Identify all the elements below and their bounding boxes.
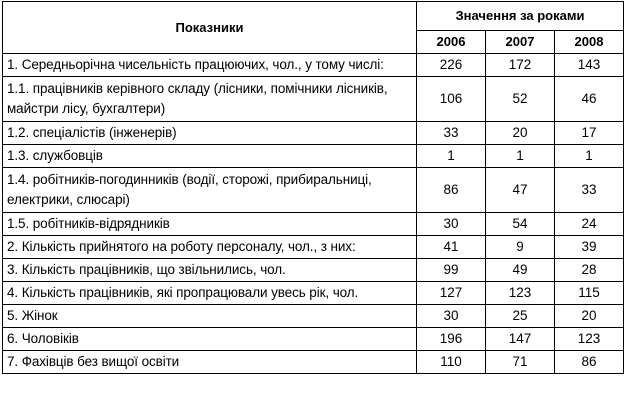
value-cell-2008: 24 [555, 213, 624, 236]
value-cell-2006: 127 [417, 282, 486, 305]
value-cell-2006: 99 [417, 259, 486, 282]
indicator-label: 1.5. робітників-відрядників [3, 213, 417, 236]
table-row [3, 351, 624, 374]
indicator-label: 6. Чоловіків [3, 328, 417, 351]
indicator-label: 5. Жінок [3, 305, 417, 328]
value-cell-2008: 39 [555, 236, 624, 259]
value-cell-2007: 147 [486, 328, 555, 351]
value-cell-2007: 71 [486, 351, 555, 374]
value-cell-2008: 143 [555, 54, 624, 77]
value-cell-2006: 196 [417, 328, 486, 351]
value-cell-2008: 20 [555, 305, 624, 328]
value-cell-2008: 1 [555, 145, 624, 168]
table-row [3, 305, 624, 328]
indicator-label: 7. Фахівців без вищої освіти [3, 351, 417, 374]
value-cell-2007: 47 [486, 168, 555, 213]
value-cell-2006: 30 [417, 213, 486, 236]
value-cell-2008: 115 [555, 282, 624, 305]
value-cell-2007: 1 [486, 145, 555, 168]
value-cell-2008: 86 [555, 351, 624, 374]
value-cell-2007: 20 [486, 122, 555, 145]
value-cell-2006: 110 [417, 351, 486, 374]
value-cell-2006: 226 [417, 54, 486, 77]
value-cell-2008: 123 [555, 328, 624, 351]
table-row [3, 145, 624, 168]
table-row [3, 259, 624, 282]
document-page [2, 1, 624, 374]
value-cell-2006: 86 [417, 168, 486, 213]
indicators-column-header: Показники [3, 2, 417, 54]
value-cell-2006: 41 [417, 236, 486, 259]
value-cell-2007: 54 [486, 213, 555, 236]
year-header-2007: 2007 [486, 31, 555, 54]
value-cell-2006: 1 [417, 145, 486, 168]
values-by-year-header: Значення за роками [417, 2, 624, 31]
year-header-2008: 2008 [555, 31, 624, 54]
indicator-label: 1.3. службовців [3, 145, 417, 168]
indicator-label: 3. Кількість працівників, що звільнились, чол. [3, 259, 417, 282]
value-cell-2007: 172 [486, 54, 555, 77]
value-cell-2007: 52 [486, 77, 555, 122]
value-cell-2006: 33 [417, 122, 486, 145]
value-cell-2008: 28 [555, 259, 624, 282]
table-row [3, 168, 624, 213]
value-cell-2008: 46 [555, 77, 624, 122]
value-cell-2007: 123 [486, 282, 555, 305]
table-row [3, 77, 624, 122]
table-row [3, 328, 624, 351]
table-row [3, 282, 624, 305]
year-header-2006: 2006 [417, 31, 486, 54]
table-row [3, 122, 624, 145]
value-cell-2006: 30 [417, 305, 486, 328]
table-row [3, 54, 624, 77]
indicator-label: 1. Середньорічна чисельність працюючих, чол., у тому числі: [3, 54, 417, 77]
indicator-label: 4. Кількість працівників, які пропрацювали увесь рік, чол. [3, 282, 417, 305]
table-row [3, 213, 624, 236]
value-cell-2006: 106 [417, 77, 486, 122]
value-cell-2007: 49 [486, 259, 555, 282]
indicator-label: 1.4. робітників-погодинників (водії, сторожі, прибиральниці, електрики, слюсарі) [3, 168, 417, 213]
table-body [3, 54, 624, 374]
value-cell-2007: 9 [486, 236, 555, 259]
staff-indicators-table [2, 1, 624, 374]
value-cell-2008: 33 [555, 168, 624, 213]
value-cell-2008: 17 [555, 122, 624, 145]
indicator-label: 1.2. спеціалістів (інженерів) [3, 122, 417, 145]
value-cell-2007: 25 [486, 305, 555, 328]
indicator-label: 2. Кількість прийнятого на роботу персоналу, чол., з них: [3, 236, 417, 259]
indicator-label: 1.1. працівників керівного складу (лісники, помічники лісників, майстри лісу, бухгалтери) [3, 77, 417, 122]
table-row [3, 236, 624, 259]
